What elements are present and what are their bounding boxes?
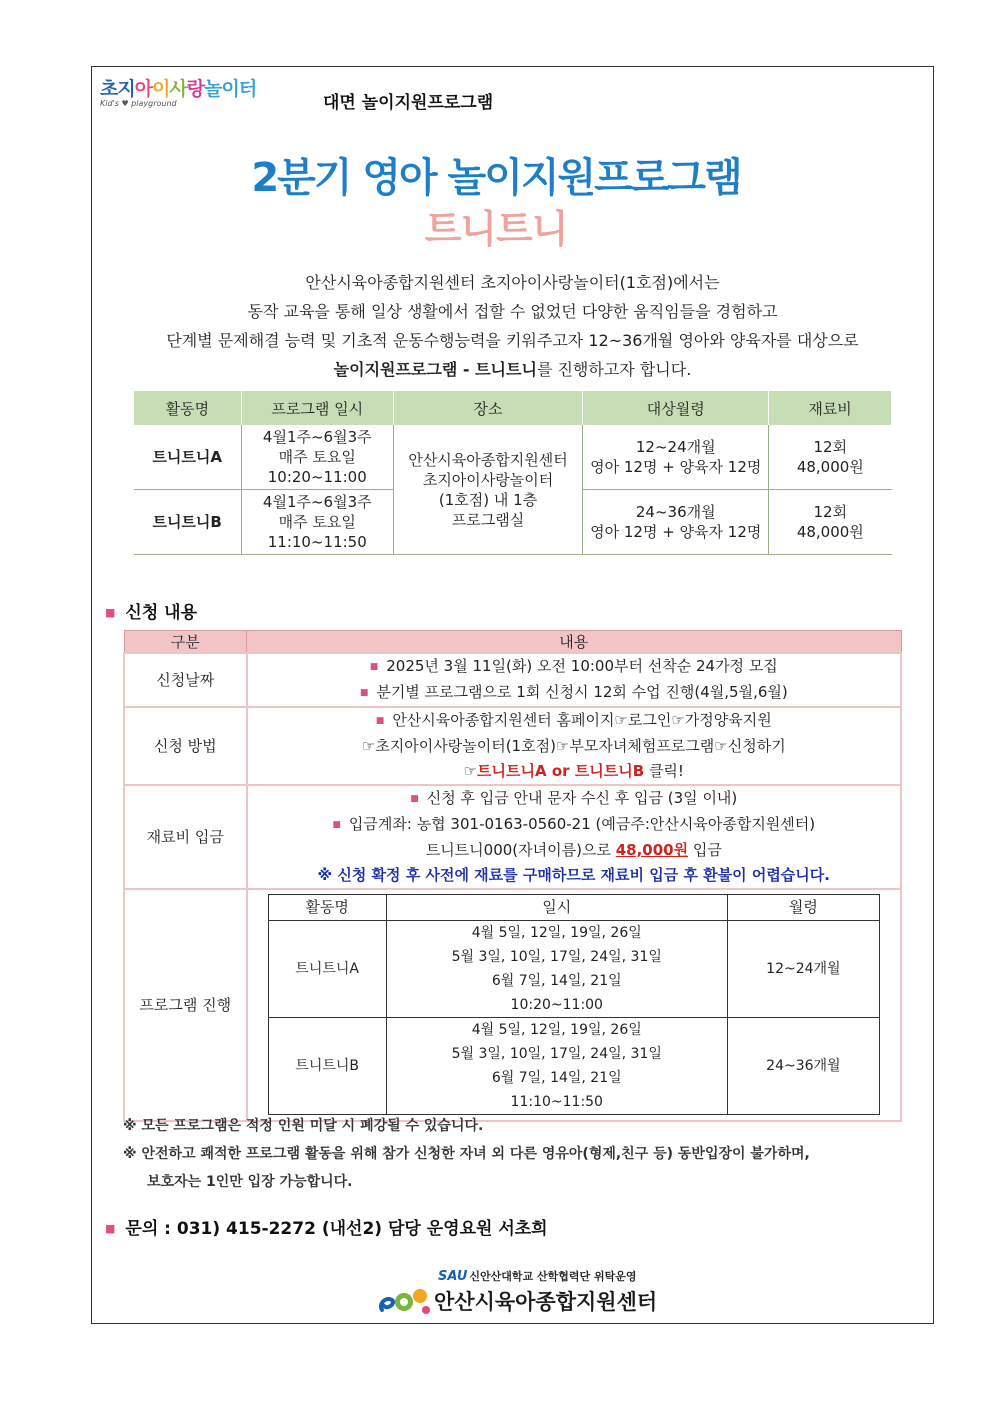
content-line <box>248 786 900 812</box>
program-table <box>133 391 892 555</box>
logo-text-part: 사 <box>169 78 187 100</box>
material-fee <box>769 425 892 490</box>
content-text: 분기별 프로그램으로 1회 신청시 12회 수업 진행(4월,5월,6월) <box>376 683 788 701</box>
content-text: 2025년 3월 11일(화) 오전 10:00부터 선착순 24가정 모집 <box>386 657 778 675</box>
date-range: 4월1주~6월3주 <box>262 493 372 511</box>
material-fee <box>769 490 892 555</box>
header-cell: 내용 <box>247 631 901 654</box>
apply-date-content <box>247 653 901 707</box>
logo-text-part: 아 <box>134 78 153 100</box>
schedule-line: 11:10~11:50 <box>510 1094 603 1110</box>
content-text: 입금계좌: 농협 301-0163-0560-21 (예금주:안산시육아종합지원센터) <box>348 815 816 833</box>
table-row <box>268 921 879 1018</box>
content-line <box>248 708 900 734</box>
schedule-dates <box>386 921 727 1018</box>
square-bullet-icon: ■ <box>105 606 116 619</box>
program-datetime <box>241 490 393 555</box>
note-line: ※ 안전하고 쾌적한 프로그램 활동을 위해 참가 신청한 자녀 외 다른 영유아(형제,친구 등) 동반입장이 불가하며, <box>123 1146 810 1162</box>
session-count: 12회 <box>813 438 848 456</box>
intro-program-name: 놀이지원프로그램 - 트니트니 <box>333 360 537 379</box>
pointing-hand-icon: ☞ <box>463 762 478 780</box>
page-title: 2분기 영아 놀이지원프로그램 <box>251 155 741 201</box>
schedule-line: 6월 7일, 14일, 21일 <box>491 1070 622 1086</box>
content-text: 트니트니000(자녀이름)으로 <box>425 841 616 859</box>
program-table-header <box>134 391 892 425</box>
schedule-activity-name: 트니트니B <box>268 1018 386 1115</box>
schedule-table <box>268 894 880 1115</box>
header-cell: 활동명 <box>268 895 386 921</box>
schedule-line: 5월 3일, 10일, 17일, 24일, 31일 <box>451 1046 662 1062</box>
square-bullet-icon: ■ <box>375 716 385 726</box>
logo-text-part: 이 <box>152 78 170 100</box>
intro-text <box>100 268 925 384</box>
logo-text-part: 랑 <box>186 78 205 100</box>
header-cell: 활동명 <box>134 391 242 425</box>
activity-name: 트니트니A <box>134 425 242 490</box>
program-progress-row <box>124 889 901 1121</box>
table-row <box>268 1018 879 1115</box>
content-line <box>248 759 900 784</box>
center-logo-icon <box>376 1284 432 1318</box>
footer-operator <box>438 1268 636 1284</box>
header-cell: 대상월령 <box>583 391 769 425</box>
program-datetime <box>241 425 393 490</box>
schedule-line: 5월 3일, 10일, 17일, 24일, 31일 <box>451 949 662 965</box>
square-bullet-icon: ■ <box>359 688 369 698</box>
row-label: 프로그램 진행 <box>124 889 247 1121</box>
intro-line: 동작 교육을 통해 일상 생활에서 접할 수 없었던 다양한 움직임들을 경험하고 <box>247 302 778 321</box>
application-table-header <box>124 631 901 654</box>
activity-name: 트니트니B <box>134 490 242 555</box>
content-text: 입금 <box>688 841 722 859</box>
header-cell: 재료비 <box>769 391 892 425</box>
schedule-line: 4월 5일, 12일, 19일, 26일 <box>471 1022 642 1038</box>
center-name: 안산시육아종합지원센터 <box>434 1290 658 1314</box>
content-text: 안산시육아종합지원센터 홈페이지☞로그인☞가정양육지원 <box>392 711 772 729</box>
schedule-line: 6월 7일, 14일, 21일 <box>491 973 622 989</box>
application-section-title <box>105 598 197 623</box>
refund-notice: ※ 신청 확정 후 사전에 재료를 구매하므로 재료비 입금 후 환불이 어렵습니다. <box>317 866 830 884</box>
weekday: 매주 토요일 <box>278 513 356 531</box>
content-line: ☞초지아이사랑놀이터(1호점)☞부모자녀체험프로그램☞신청하기 <box>361 737 786 755</box>
program-link-text: 트니트니A or 트니트니B <box>477 762 645 780</box>
application-table <box>123 630 902 1122</box>
age-range: 12~24개월 <box>635 438 716 456</box>
apply-method-content <box>247 707 901 785</box>
note-line: 보호자는 1인만 입장 가능합니다. <box>147 1174 353 1190</box>
table-row <box>134 425 892 490</box>
header-cell: 월령 <box>727 895 879 921</box>
section-title-text: 신청 내용 <box>125 603 198 623</box>
schedule-age: 12~24개월 <box>727 921 879 1018</box>
schedule-age: 24~36개월 <box>727 1018 879 1115</box>
page-subtitle: 트니트니 <box>424 207 568 251</box>
note-line: ※ 모든 프로그램은 적정 인원 미달 시 폐강될 수 있습니다. <box>123 1118 484 1134</box>
square-bullet-icon: ■ <box>410 794 419 804</box>
weekday: 매주 토요일 <box>278 448 356 466</box>
intro-line: 안산시육아종합지원센터 초지아이사랑놀이터(1호점)에서는 <box>305 273 720 292</box>
content-line <box>248 812 900 838</box>
apply-date-row <box>124 653 901 707</box>
header-cell: 장소 <box>393 391 583 425</box>
target-count: 영아 12명 + 양육자 12명 <box>590 458 762 476</box>
target-count: 영아 12명 + 양육자 12명 <box>590 523 762 541</box>
header-cell: 구분 <box>124 631 247 654</box>
content-line <box>248 654 900 680</box>
square-bullet-icon: ■ <box>105 1222 116 1235</box>
content-line <box>248 838 900 863</box>
time-range: 10:20~11:00 <box>267 468 367 486</box>
age-range: 24~36개월 <box>635 503 716 521</box>
fee-payment-content <box>247 785 901 889</box>
square-bullet-icon: ■ <box>369 662 379 672</box>
row-label: 신청 방법 <box>124 707 247 785</box>
fee-payment-row <box>124 785 901 889</box>
sau-logo-text: SAU <box>438 1269 468 1284</box>
date-range: 4월1주~6월3주 <box>262 428 372 446</box>
target-age <box>583 490 769 555</box>
header-cell: 일시 <box>386 895 727 921</box>
content-line <box>248 680 900 706</box>
content-text: 클릭! <box>644 762 684 780</box>
program-place <box>393 425 583 555</box>
content-text: 신청 후 입금 안내 문자 수신 후 입금 (3일 이내) <box>426 789 738 807</box>
contact-info <box>105 1214 548 1239</box>
logo-subtitle: Kid's ♥ playground <box>100 99 177 108</box>
schedule-table-header <box>268 895 879 921</box>
schedule-line: 10:20~11:00 <box>510 997 603 1013</box>
schedule-line: 4월 5일, 12일, 19일, 26일 <box>471 925 642 941</box>
fee-amount: 48,000원 <box>796 458 864 476</box>
header-cell: 프로그램 일시 <box>241 391 393 425</box>
intro-line: 단계별 문제해결 능력 및 기초적 운동수행능력을 키워주고자 12~36개월 영아와 양육자를 대상으로 <box>166 331 859 350</box>
header-label: 대면 놀이지원프로그램 <box>323 93 494 113</box>
logo-text-part: 초지 <box>100 78 135 100</box>
session-count: 12회 <box>813 503 848 521</box>
time-range: 11:10~11:50 <box>267 533 367 551</box>
contact-text: 문의 : 031) 415-2272 (내선2) 담당 운영요원 서초희 <box>125 1219 548 1239</box>
place-line: 초지아이사랑놀이터 <box>422 470 554 489</box>
place-line: 프로그램실 <box>451 510 525 529</box>
logo-text-part: 놀이터 <box>204 78 257 100</box>
apply-method-row <box>124 707 901 785</box>
schedule-activity-name: 트니트니A <box>268 921 386 1018</box>
place-line: (1호점) 내 1층 <box>438 490 538 509</box>
schedule-dates <box>386 1018 727 1115</box>
program-progress-content <box>247 889 901 1121</box>
fee-amount-highlight: 48,000원 <box>615 841 689 859</box>
fee-amount: 48,000원 <box>796 523 864 541</box>
square-bullet-icon: ■ <box>332 820 341 830</box>
notes <box>123 1112 810 1196</box>
row-label: 재료비 입금 <box>124 785 247 889</box>
playground-logo <box>100 74 310 114</box>
intro-line-end: 를 진행하고자 합니다. <box>536 360 692 379</box>
operator-text: 신안산대학교 산학협력단 위탁운영 <box>469 1270 637 1283</box>
target-age <box>583 425 769 490</box>
intro-line <box>100 355 925 384</box>
row-label: 신청날짜 <box>124 653 247 707</box>
footer-logo <box>376 1268 656 1320</box>
place-line: 안산시육아종합지원센터 <box>408 450 568 469</box>
